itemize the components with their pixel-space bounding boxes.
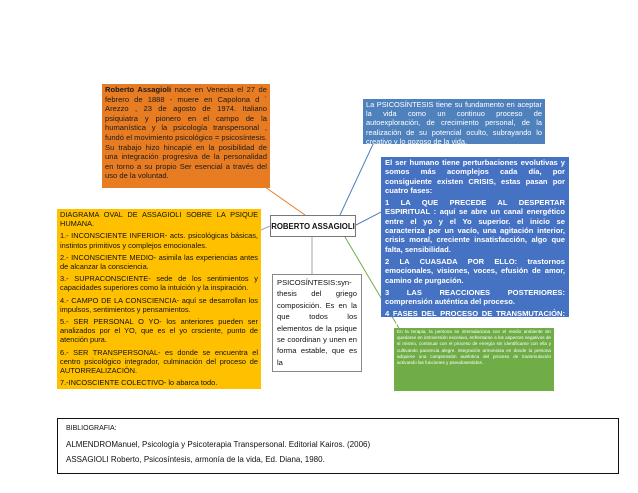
diagram-item: 6.- SER TRANSPERSONAL- es donde se encuentra el centro psicológico integrador, culminación del proceso de AUTORREALIZACIÓN. bbox=[60, 347, 258, 376]
stage-item: 3 LAS REACCIONES POSTERIORES: comprensión auténtica del proceso. bbox=[385, 287, 565, 307]
foundation-text: La PSICOSÍNTESIS tiene su fundamento en aceptar la vida como un continuo proceso de autoexploración, de crecimiento personal, de la realización de su potencial oculto, subrayando lo creativo y lo gozoso de la vida. bbox=[366, 100, 542, 146]
biography-text: nace en Venecia el 27 de febrero de 1888 - muere en Capolona d ´ Arezzo , 23 de agosto de 1974. Italiano psiquiatra y pionero en el campo de la humanística y la psicología transpersonal , fundó el movimiento psicológico = psicosíntesis. Su trabajo hizo hincapié en la posibilidad de una integración progresiva de la personalidad en torno a su propio Ser esencial a través del uso de la voluntad. bbox=[105, 85, 267, 181]
therapy-text: En la terapia, la persona se intemalaciona con el medio ambiente sin quedarse en introversión excesiva, enfrentarse a los aspectos negativos de sí mismo, continuar con el proceso de energía sin identificarse con ella y cultivando paciencia alegre. integración armoniosa en donde la persona adquiere una comprensión auténtica del proceso de transmutación activando las funciones y pseudosentidos. bbox=[397, 329, 551, 366]
diagram-item: 1.- INCONSCIENTE INFERIOR- acts. psicológicas básicas, instintos primitivos y complejos emocionales. bbox=[60, 231, 258, 250]
stage-item: 4 FASES DEL PROCESO DE TRANSMUTACIÓN: el yo transpersonal actúa. bbox=[385, 309, 565, 328]
diagram-box bbox=[57, 209, 261, 389]
diagram-item: 5.- SER PERSONAL O YO- los anteriores pueden ser analizados por el YO, que es el yo crsciente, punto de atención pura. bbox=[60, 317, 258, 345]
diagram-item: 4.- CAMPO DE LA CONSCIENCIA- aquí se desarrollan los impulsos, sentimientos y pensamientos. bbox=[60, 295, 258, 314]
synthesis-box bbox=[272, 274, 362, 372]
diagram-item: 3.- SUPRACONSCIENTE- sede de los sentimientos y capacidades superiores como la intuición y la inspiración. bbox=[60, 274, 258, 293]
stage-item: 2 LA CUASADA POR ELLO: trastornos emocionales, visiones, voces, efusión de amor, camino de purgación. bbox=[385, 256, 565, 285]
foundation-box bbox=[363, 99, 545, 144]
synthesis-text: PSICOSÍNTESIS:syn-thesis del griego composición. Es en la que todos los elementos de la psique se coordinan y unen en forma estable, que es la bbox=[277, 278, 357, 367]
bibliography-entry: ALMENDROManuel, Psicología y Psicoterapia Transpersonal. Editorial Kairos. (2006) bbox=[66, 440, 371, 449]
connector-to-foundation bbox=[340, 140, 375, 215]
bibliography-title: BIBLIOGRAFIA: bbox=[66, 425, 117, 432]
diagram-title: DIAGRAMA OVAL DE ASSAGIOLI SOBRE LA PSIQUE HUMANA. bbox=[60, 210, 258, 229]
stages-box bbox=[381, 157, 569, 328]
diagram-item: 7.-INCOSCIENTE COLECTIVO- lo abarca todo. bbox=[60, 378, 218, 388]
diagram-item: 2.- INCONSCIENTE MEDIO- asimila las experiencias antes de alcanzar la consciencia. bbox=[60, 252, 258, 272]
stages-intro: El ser humano tiene perturbaciones evolutivas y somos más acomplejos cada día, por consiguiente existen CRISIS, estas pasan por cuatro fases: bbox=[385, 158, 565, 195]
central-node-title: ROBERTO ASSAGIOLI bbox=[271, 221, 355, 231]
central-node bbox=[270, 215, 356, 237]
therapy-box bbox=[394, 328, 554, 391]
connector-to-diagram bbox=[261, 226, 270, 230]
bibliography-box bbox=[57, 418, 619, 474]
stage-item: 1 LA QUE PRECEDE AL DESPERTAR ESPIRITUAL : aquí se abre un canal energético entre el yo y el Yo superior. el inicio se caracteriza por un vacío, una agitación interior, crisis moral, creciente insatisfacción, algo que falta, sensibilidad. bbox=[385, 198, 565, 254]
biography-box bbox=[102, 84, 270, 188]
biography-author: Roberto Assagioli bbox=[105, 85, 172, 94]
bibliography-entry: ASSAGIOLI Roberto, Psicosíntesis, armonía de la vida, Ed. Diana, 1980. bbox=[66, 455, 325, 464]
